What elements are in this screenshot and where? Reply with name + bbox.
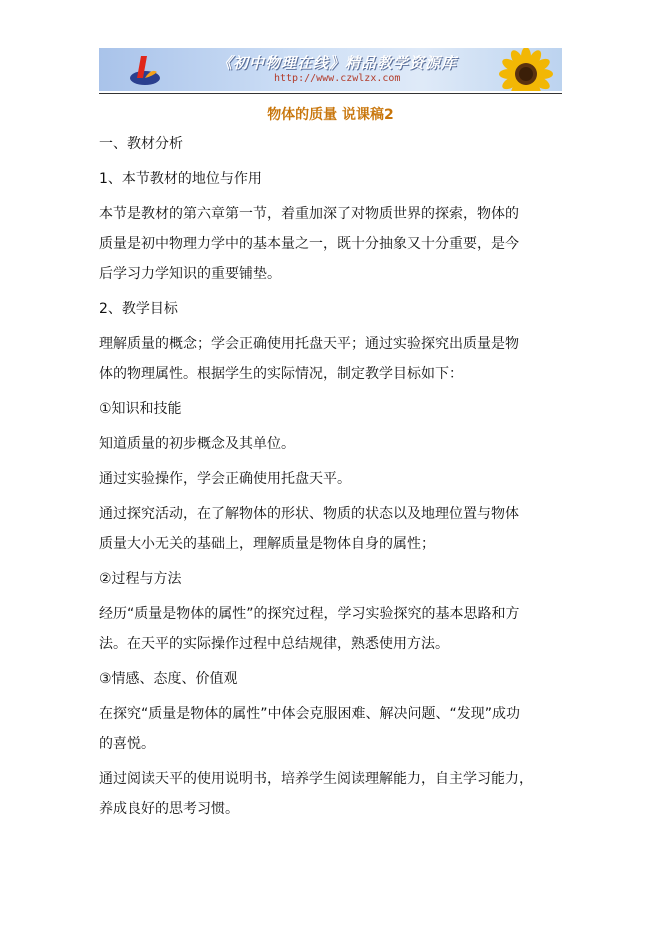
section-heading: 一、教材分析: [99, 136, 183, 152]
subsection-heading: ③情感、态度、价值观: [99, 671, 238, 687]
paragraph-line: 本节是教材的第六章第一节，着重加深了对物质世界的探索，物体的: [99, 206, 519, 222]
paragraph-line: 养成良好的思考习惯。: [99, 801, 239, 817]
subsection-heading: 2、教学目标: [99, 301, 178, 317]
subsection-heading: ①知识和技能: [99, 401, 182, 417]
paragraph-line: 体的物理属性。根据学生的实际情况，制定教学目标如下：: [99, 366, 463, 382]
paragraph-line: 理解质量的概念；学会正确使用托盘天平；通过实验探究出质量是物: [99, 336, 519, 352]
paragraph-line: 质量大小无关的基础上，理解质量是物体自身的属性；: [99, 536, 435, 552]
subsection-heading: ②过程与方法: [99, 571, 182, 587]
header-banner: [99, 48, 562, 91]
subsection-heading: 1、本节教材的地位与作用: [99, 171, 262, 187]
banner-title: 《初中物理在线》精品教学资源库: [217, 54, 458, 72]
paragraph-line: 质量是初中物理力学中的基本量之一，既十分抽象又十分重要，是今: [99, 236, 519, 252]
sunflower-icon: [491, 48, 561, 91]
header-divider: [99, 93, 562, 94]
paragraph-line: 通过实验操作，学会正确使用托盘天平。: [99, 471, 351, 487]
paragraph-line: 知道质量的初步概念及其单位。: [99, 436, 295, 452]
document-body: [99, 132, 564, 821]
document-title: 物体的质量 说课稿2: [267, 107, 394, 123]
site-logo-icon: [127, 52, 163, 88]
paragraph-line: 经历“质量是物体的属性”的探究过程，学习实验探究的基本思路和方: [99, 606, 520, 622]
paragraph-line: 在探究“质量是物体的属性”中体会克服困难、解决问题、“发现”成功: [99, 706, 521, 722]
paragraph-line: 后学习力学知识的重要铺垫。: [99, 266, 281, 282]
paragraph-line: 通过阅读天平的使用说明书，培养学生阅读理解能力，自主学习能力，: [99, 771, 533, 787]
paragraph-line: 通过探究活动，在了解物体的形状、物质的状态以及地理位置与物体: [99, 506, 519, 522]
banner-url: http://www.czwlzx.com: [274, 73, 401, 84]
paragraph-line: 的喜悦。: [99, 736, 155, 752]
paragraph-line: 法。在天平的实际操作过程中总结规律，熟悉使用方法。: [99, 636, 449, 652]
